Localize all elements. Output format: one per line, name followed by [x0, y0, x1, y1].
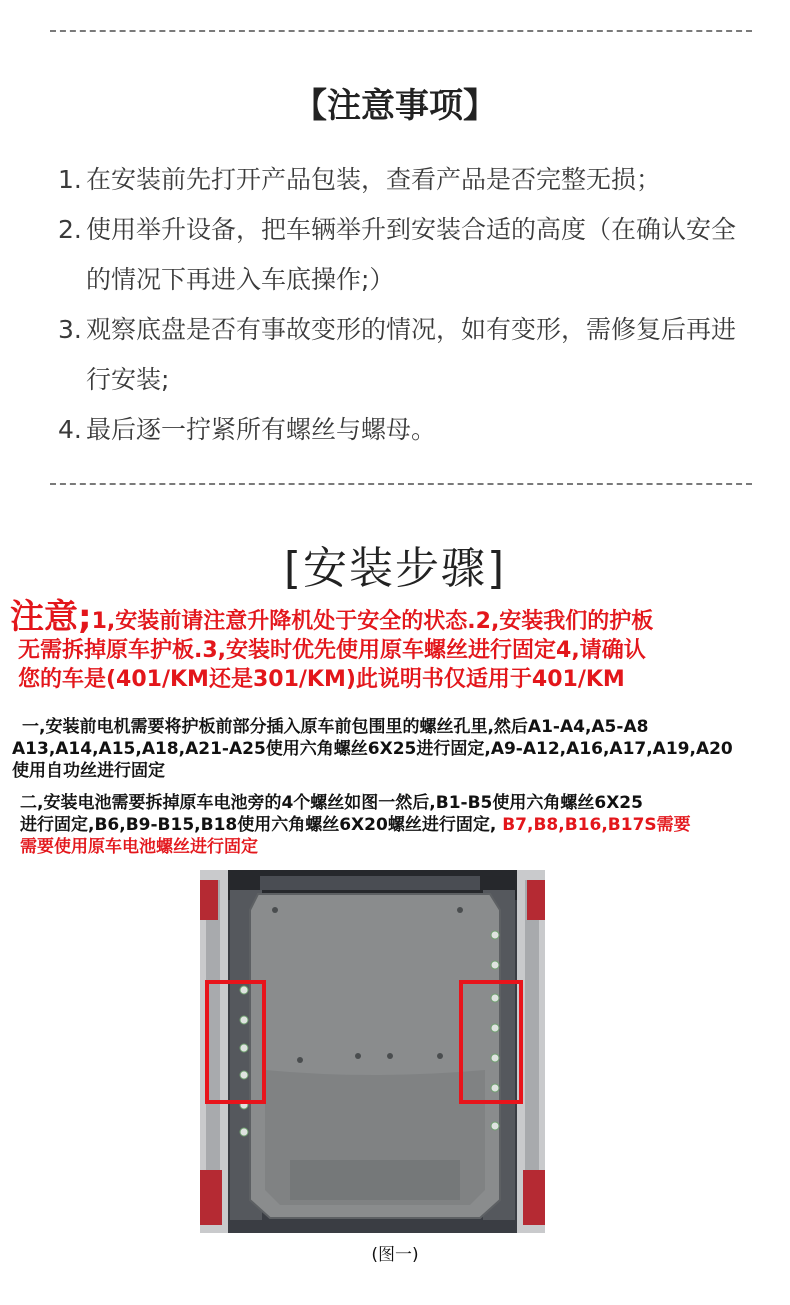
note-text: 最后逐一拧紧所有螺丝与螺母。	[86, 415, 437, 444]
warning-line-3: 您的车是(401/KM还是301/KM)此说明书仅适用于401/KM	[18, 667, 625, 692]
note-number: 4.	[58, 415, 82, 444]
note-number: 2.	[58, 215, 82, 244]
figure-caption: (图一)	[371, 1245, 419, 1265]
underbody-illustration	[200, 870, 545, 1233]
notes-list	[58, 155, 758, 455]
note-text: 观察底盘是否有事故变形的情况，如有变形，需修复后再进行安装;	[86, 315, 737, 394]
steps-title: [安装步骤]	[283, 543, 507, 594]
note-item-2	[58, 205, 758, 305]
step-one-line-1: 一,安装前电机需要将护板前部分插入原车前包围里的螺丝孔里,然后A1-A4,A5-A8	[22, 717, 649, 737]
step-two-line-2	[20, 814, 785, 836]
warning-head: 注意;	[10, 597, 92, 637]
notes-title: 【注意事项】	[293, 86, 497, 126]
step-two-line-1: 二,安装电池需要拆掉原车电池旁的4个螺丝如图一然后,B1-B5使用六角螺丝6X25	[20, 793, 643, 813]
warning-line-1	[10, 597, 785, 637]
note-item-3	[58, 305, 758, 405]
warning-line-2: 无需拆掉原车护板.3,安装时优先使用原车螺丝进行固定4,请确认	[18, 638, 646, 663]
note-item-4	[58, 405, 758, 455]
step-two	[20, 792, 785, 858]
step-one	[12, 716, 787, 782]
step-two-text-red: B7,B8,B16,B17S需要	[496, 815, 691, 835]
note-item-1	[58, 155, 758, 205]
note-text: 在安装前先打开产品包装，查看产品是否完整无损；	[86, 165, 662, 194]
note-text: 使用举升设备，把车辆举升到安装合适的高度（在确认安全的情况下再进入车底操作;）	[86, 215, 737, 294]
step-one-line-3: 使用自功丝进行固定	[12, 761, 165, 781]
divider-middle	[50, 483, 752, 485]
divider-top	[50, 30, 752, 32]
note-number: 3.	[58, 315, 82, 344]
note-number: 1.	[58, 165, 82, 194]
step-two-line-3: 需要使用原车电池螺丝进行固定	[20, 837, 258, 857]
step-one-line-2: A13,A14,A15,A18,A21-A25使用六角螺丝6X25进行固定,A9-A12,A16,A17,A19,A20	[12, 739, 733, 759]
warning-text-1: 1,安装前请注意升降机处于安全的状态.2,安装我们的护板	[91, 609, 654, 634]
underbody-photo	[200, 870, 545, 1233]
step-two-text-black: 进行固定,B6,B9-B15,B18使用六角螺丝6X20螺丝进行固定,	[20, 815, 497, 835]
warning-block	[10, 597, 785, 694]
